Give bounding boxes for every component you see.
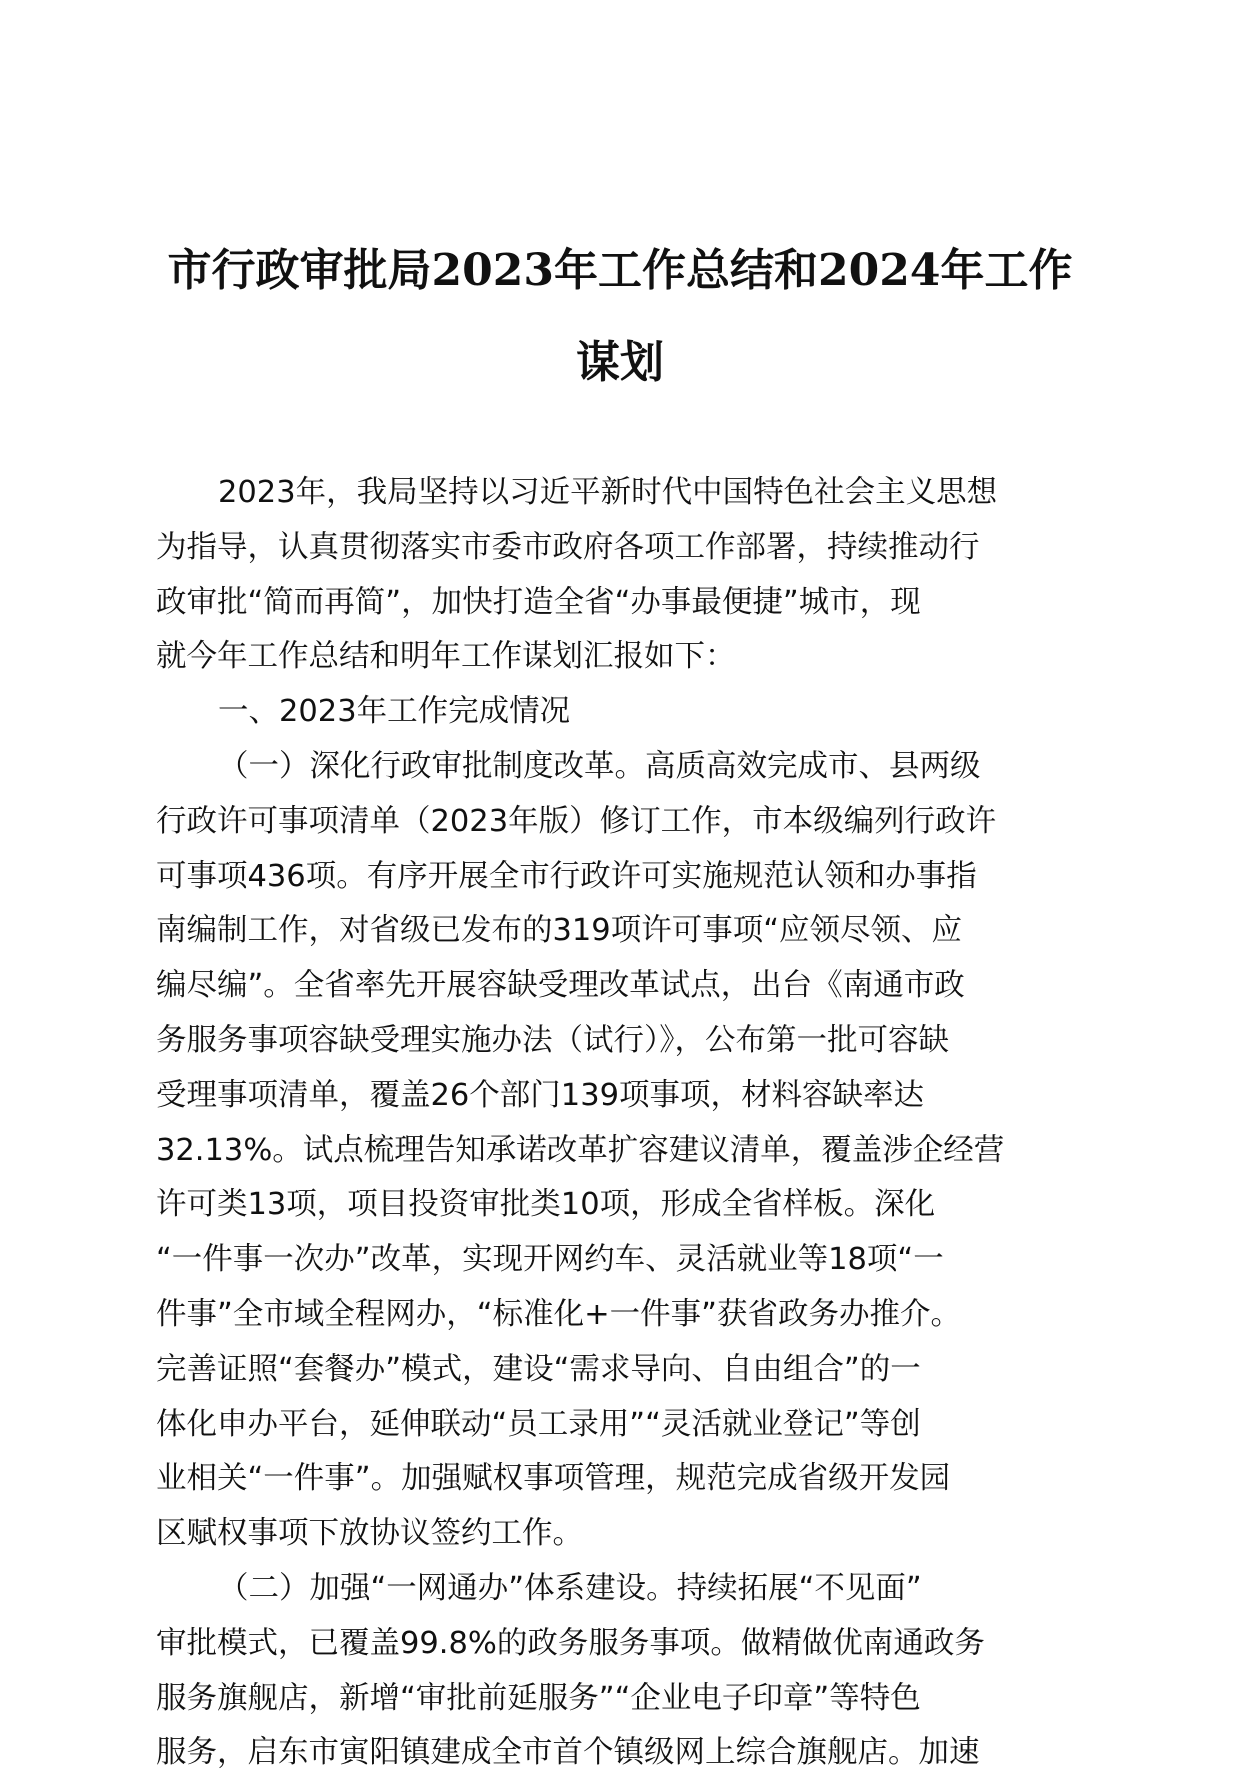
text-line: 务服务事项容缺受理实施办法（试行）》，公布第一批可容缺 bbox=[156, 1022, 949, 1058]
text-line: 区赋权事项下放协议签约工作。 bbox=[156, 1516, 583, 1552]
text-line: 审批模式，已覆盖99.8%的政务服务事项。做精做优南通政务 bbox=[156, 1625, 985, 1661]
paragraph-intro bbox=[156, 466, 1076, 685]
text-line: （二）加强“一网通办”体系建设。持续拓展“不见面” bbox=[218, 1570, 922, 1606]
text-line: 服务，启东市寅阳镇建成全市首个镇级网上综合旗舰店。加速 bbox=[156, 1735, 980, 1771]
paragraph-online-service bbox=[156, 1562, 1076, 1781]
text-line: 2023年，我局坚持以习近平新时代中国特色社会主义思想 bbox=[218, 475, 998, 510]
section-heading bbox=[156, 685, 1076, 740]
text-line: 许可类13项，项目投资审批类10项，形成全省样板。深化 bbox=[156, 1187, 936, 1223]
document-title bbox=[150, 225, 1090, 409]
text-line: 服务旗舰店，新增“审批前延服务”“企业电子印章”等特色 bbox=[156, 1680, 921, 1716]
text-line: 行政许可事项清单（2023年版）修订工作，市本级编列行政许 bbox=[156, 803, 997, 839]
text-line: 就今年工作总结和明年工作谋划汇报如下： bbox=[156, 639, 736, 675]
text-line: 可事项436项。有序开展全市行政许可实施规范认领和办事指 bbox=[156, 858, 977, 894]
paragraph-reform bbox=[156, 740, 1076, 1562]
title-line-2: 谋划 bbox=[576, 337, 664, 388]
text-line: 32.13%。试点梳理告知承诺改革扩容建议清单，覆盖涉企经营 bbox=[156, 1132, 1005, 1168]
text-line: 为指导，认真贯彻落实市委市政府各项工作部署，持续推动行 bbox=[156, 529, 980, 565]
heading-text: 一、2023年工作完成情况 bbox=[218, 694, 571, 730]
text-line: （一）深化行政审批制度改革。高质高效完成市、县两级 bbox=[218, 748, 981, 784]
text-line: “一件事一次办”改革，实现开网约车、灵活就业等18项“一 bbox=[156, 1242, 944, 1278]
text-line: 完善证照“套餐办”模式，建设“需求导向、自由组合”的一 bbox=[156, 1351, 921, 1387]
document-body bbox=[156, 466, 1076, 1781]
text-line: 编尽编”。全省率先开展容缺受理改革试点，出台《南通市政 bbox=[156, 968, 965, 1004]
text-line: 南编制工作，对省级已发布的319项许可事项“应领尽领、应 bbox=[156, 913, 963, 949]
text-line: 业相关“一件事”。加强赋权事项管理，规范完成省级开发园 bbox=[156, 1461, 951, 1497]
text-line: 体化申办平台，延伸联动“员工录用”“灵活就业登记”等创 bbox=[156, 1406, 921, 1442]
title-line-1: 市行政审批局2023年工作总结和2024年工作 bbox=[167, 245, 1073, 296]
text-line: 件事”全市域全程网办，“标准化+一件事”获省政务办推介。 bbox=[156, 1296, 961, 1332]
text-line: 受理事项清单，覆盖26个部门139项事项，材料容缺率达 bbox=[156, 1077, 925, 1113]
text-line: 政审批“简而再简”，加快打造全省“办事最便捷”城市，现 bbox=[156, 584, 921, 620]
